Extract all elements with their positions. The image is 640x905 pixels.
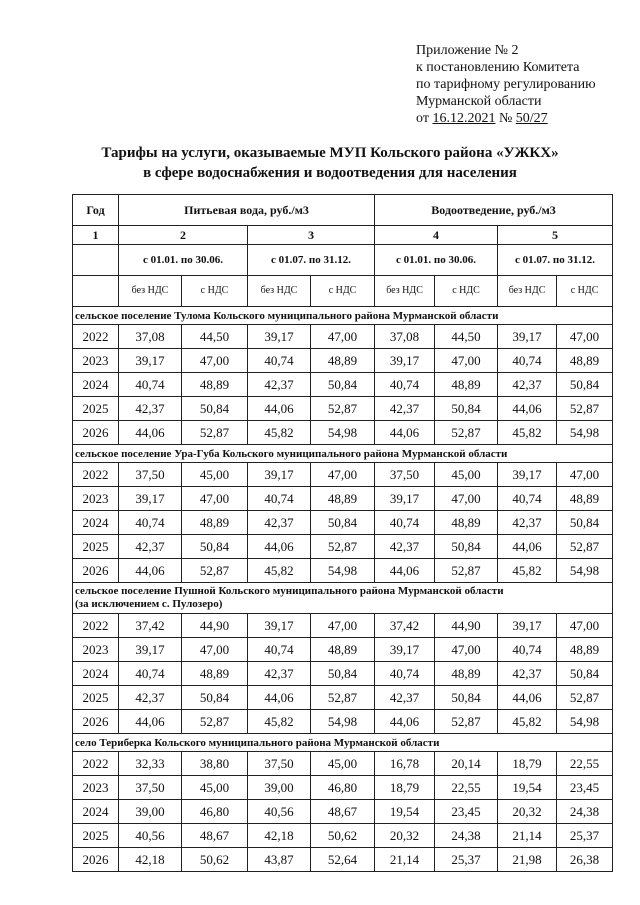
tariff-cell: 47,00 bbox=[435, 487, 498, 511]
tariff-cell: 16,78 bbox=[375, 752, 435, 776]
tariff-cell: 45,00 bbox=[435, 463, 498, 487]
tariff-cell: 50,84 bbox=[435, 686, 498, 710]
period-header: с 01.07. по 31.12. bbox=[498, 245, 613, 276]
tariff-cell: 44,06 bbox=[498, 686, 557, 710]
tariff-cell: 42,37 bbox=[248, 511, 311, 535]
table-row bbox=[73, 373, 613, 397]
tariff-cell: 26,38 bbox=[557, 848, 613, 872]
section-header-row bbox=[73, 583, 613, 614]
tariff-cell: 44,06 bbox=[375, 710, 435, 734]
tariff-cell: 48,89 bbox=[182, 662, 248, 686]
tariff-cell: 47,00 bbox=[311, 463, 375, 487]
tariff-cell: 47,00 bbox=[182, 349, 248, 373]
title-line-2: в сфере водоснабжения и водоотведения для населения bbox=[143, 165, 517, 181]
tariff-cell: 24,38 bbox=[435, 824, 498, 848]
annex-line-2: к постановлению Комитета bbox=[416, 60, 580, 75]
section-title bbox=[73, 445, 613, 463]
tariff-cell: 40,74 bbox=[119, 373, 182, 397]
year-cell: 2025 bbox=[73, 397, 119, 421]
tariff-cell: 42,37 bbox=[119, 686, 182, 710]
tariff-cell: 47,00 bbox=[182, 487, 248, 511]
annex-number-prefix: № bbox=[495, 111, 516, 126]
tariff-cell: 52,87 bbox=[311, 686, 375, 710]
year-cell: 2026 bbox=[73, 559, 119, 583]
table-row bbox=[73, 349, 613, 373]
tariff-cell: 48,67 bbox=[182, 824, 248, 848]
tariff-cell: 50,84 bbox=[182, 535, 248, 559]
tariff-cell: 47,00 bbox=[557, 614, 613, 638]
year-cell: 2025 bbox=[73, 824, 119, 848]
year-cell: 2026 bbox=[73, 848, 119, 872]
tariff-cell: 47,00 bbox=[557, 463, 613, 487]
tariff-cell: 47,00 bbox=[182, 638, 248, 662]
tariff-cell: 37,08 bbox=[375, 325, 435, 349]
tariff-cell: 52,87 bbox=[311, 535, 375, 559]
tariff-cell: 44,50 bbox=[182, 325, 248, 349]
tariff-cell: 50,84 bbox=[557, 511, 613, 535]
section-title-line: сельское поселение Ура-Губа Кольского муниципального района Мурманской области bbox=[75, 447, 508, 460]
tariff-cell: 23,45 bbox=[435, 800, 498, 824]
tariff-cell: 48,89 bbox=[311, 638, 375, 662]
annex-line-5 bbox=[416, 110, 626, 127]
tariff-cell: 44,06 bbox=[375, 559, 435, 583]
tariff-cell: 39,17 bbox=[375, 487, 435, 511]
tariff-cell: 42,37 bbox=[375, 686, 435, 710]
section-header-row bbox=[73, 445, 613, 463]
table-row bbox=[73, 463, 613, 487]
tariff-cell: 48,67 bbox=[311, 800, 375, 824]
tariff-cell: 50,84 bbox=[182, 397, 248, 421]
tariff-cell: 50,84 bbox=[182, 686, 248, 710]
section-title-line: сельское поселение Тулома Кольского муниципального района Мурманской области bbox=[75, 309, 499, 322]
tariff-cell: 39,17 bbox=[498, 325, 557, 349]
period-header: с 01.01. по 30.06. bbox=[119, 245, 248, 276]
tariff-cell: 52,64 bbox=[311, 848, 375, 872]
tariff-cell: 44,06 bbox=[119, 710, 182, 734]
tariff-cell: 39,17 bbox=[375, 349, 435, 373]
annex-heading bbox=[416, 42, 626, 127]
tariff-cell: 47,00 bbox=[435, 349, 498, 373]
tariff-cell: 39,17 bbox=[119, 349, 182, 373]
tariff-cell: 21,98 bbox=[498, 848, 557, 872]
table-row bbox=[73, 824, 613, 848]
tariff-cell: 48,89 bbox=[182, 511, 248, 535]
tariff-cell: 48,89 bbox=[557, 349, 613, 373]
tariff-cell: 22,55 bbox=[557, 752, 613, 776]
vat-header: с НДС bbox=[435, 276, 498, 307]
tariff-cell: 40,56 bbox=[248, 800, 311, 824]
year-cell: 2025 bbox=[73, 535, 119, 559]
tariff-cell: 52,87 bbox=[435, 710, 498, 734]
tariff-cell: 20,32 bbox=[498, 800, 557, 824]
year-cell: 2023 bbox=[73, 638, 119, 662]
tariff-cell: 37,42 bbox=[119, 614, 182, 638]
water-header: Питьевая вода, руб./м3 bbox=[119, 195, 375, 226]
vat-header: без НДС bbox=[375, 276, 435, 307]
vat-header: с НДС bbox=[311, 276, 375, 307]
col-number: 1 bbox=[73, 226, 119, 245]
tariff-cell: 40,74 bbox=[498, 349, 557, 373]
tariff-cell: 50,84 bbox=[311, 373, 375, 397]
year-cell: 2024 bbox=[73, 800, 119, 824]
tariff-cell: 40,56 bbox=[119, 824, 182, 848]
tariff-cell: 39,17 bbox=[119, 487, 182, 511]
tariff-cell: 48,89 bbox=[435, 511, 498, 535]
tariff-cell: 52,87 bbox=[557, 686, 613, 710]
section-title-line: сельское поселение Пушной Кольского муниципального района Мурманской области bbox=[75, 585, 504, 597]
tariff-cell: 45,00 bbox=[182, 776, 248, 800]
tariff-cell: 37,50 bbox=[119, 776, 182, 800]
tariff-cell: 23,45 bbox=[557, 776, 613, 800]
table-row bbox=[73, 686, 613, 710]
col-number: 3 bbox=[248, 226, 375, 245]
table-row bbox=[73, 325, 613, 349]
tariff-cell: 42,37 bbox=[248, 373, 311, 397]
table-row bbox=[73, 662, 613, 686]
sewer-header: Водоотведение, руб./м3 bbox=[375, 195, 613, 226]
tariff-cell: 45,82 bbox=[248, 710, 311, 734]
tariff-cell: 21,14 bbox=[498, 824, 557, 848]
year-cell: 2026 bbox=[73, 421, 119, 445]
tariff-cell: 42,37 bbox=[375, 535, 435, 559]
header-row-main bbox=[73, 195, 613, 226]
year-cell: 2022 bbox=[73, 752, 119, 776]
tariff-cell: 37,50 bbox=[375, 463, 435, 487]
tariff-cell: 42,18 bbox=[248, 824, 311, 848]
section-title-line: село Териберка Кольского муниципального района Мурманской области bbox=[75, 736, 440, 749]
tariff-cell: 54,98 bbox=[557, 421, 613, 445]
tariff-cell: 52,87 bbox=[435, 421, 498, 445]
table-row bbox=[73, 848, 613, 872]
tariff-cell: 48,89 bbox=[435, 662, 498, 686]
tariff-cell: 47,00 bbox=[435, 638, 498, 662]
tariff-cell: 39,17 bbox=[375, 638, 435, 662]
year-cell: 2024 bbox=[73, 511, 119, 535]
tariff-cell: 40,74 bbox=[498, 487, 557, 511]
tariff-cell: 43,87 bbox=[248, 848, 311, 872]
tariff-cell: 42,37 bbox=[498, 511, 557, 535]
year-cell: 2024 bbox=[73, 662, 119, 686]
vat-header: без НДС bbox=[498, 276, 557, 307]
tariff-cell: 42,37 bbox=[498, 662, 557, 686]
vat-header: с НДС bbox=[557, 276, 613, 307]
tariff-cell: 45,82 bbox=[498, 710, 557, 734]
tariff-cell: 40,74 bbox=[248, 349, 311, 373]
tariff-cell: 52,87 bbox=[311, 397, 375, 421]
tariff-cell: 50,84 bbox=[557, 662, 613, 686]
annex-date-prefix: от bbox=[416, 111, 433, 126]
tariff-cell: 52,87 bbox=[182, 710, 248, 734]
tariff-cell: 52,87 bbox=[182, 421, 248, 445]
table-row bbox=[73, 776, 613, 800]
table-row bbox=[73, 614, 613, 638]
col-number: 2 bbox=[119, 226, 248, 245]
section-title-note: (за исключением с. Пулозеро) bbox=[75, 598, 223, 610]
tariff-cell: 40,74 bbox=[375, 373, 435, 397]
tariff-cell: 39,00 bbox=[248, 776, 311, 800]
tariff-cell: 54,98 bbox=[311, 710, 375, 734]
tariff-cell: 18,79 bbox=[375, 776, 435, 800]
tariff-cell: 45,00 bbox=[182, 463, 248, 487]
tariff-cell: 38,80 bbox=[182, 752, 248, 776]
annex-line-1: Приложение № 2 bbox=[416, 43, 519, 58]
tariff-cell: 47,00 bbox=[311, 325, 375, 349]
vat-header: без НДС bbox=[119, 276, 182, 307]
tariff-cell: 52,87 bbox=[435, 559, 498, 583]
tariff-cell: 52,87 bbox=[557, 397, 613, 421]
year-cell: 2022 bbox=[73, 463, 119, 487]
blank-cell bbox=[73, 245, 119, 276]
tariff-cell: 48,89 bbox=[182, 373, 248, 397]
annex-line-3: по тарифному регулированию bbox=[416, 77, 596, 92]
tariff-cell: 50,84 bbox=[557, 373, 613, 397]
tariff-cell: 39,17 bbox=[248, 325, 311, 349]
tariff-cell: 42,18 bbox=[119, 848, 182, 872]
tariff-cell: 24,38 bbox=[557, 800, 613, 824]
tariff-cell: 37,42 bbox=[375, 614, 435, 638]
tariff-cell: 44,06 bbox=[375, 421, 435, 445]
vat-header: с НДС bbox=[182, 276, 248, 307]
tariff-cell: 42,37 bbox=[248, 662, 311, 686]
tariff-cell: 32,33 bbox=[119, 752, 182, 776]
tariff-cell: 54,98 bbox=[311, 559, 375, 583]
tariff-cell: 42,37 bbox=[119, 535, 182, 559]
tariff-cell: 45,82 bbox=[498, 421, 557, 445]
tariff-cell: 54,98 bbox=[557, 710, 613, 734]
section-title bbox=[73, 307, 613, 325]
period-header: с 01.07. по 31.12. bbox=[248, 245, 375, 276]
tariff-cell: 40,74 bbox=[375, 662, 435, 686]
header-row-periods bbox=[73, 245, 613, 276]
tariff-cell: 25,37 bbox=[435, 848, 498, 872]
tariff-cell: 52,87 bbox=[182, 559, 248, 583]
year-cell: 2026 bbox=[73, 710, 119, 734]
table-row bbox=[73, 752, 613, 776]
annex-date: 16.12.2021 bbox=[432, 111, 496, 126]
tariff-cell: 25,37 bbox=[557, 824, 613, 848]
section-header-row bbox=[73, 307, 613, 325]
tariff-cell: 44,06 bbox=[119, 421, 182, 445]
tariff-cell: 45,82 bbox=[248, 421, 311, 445]
col-number: 4 bbox=[375, 226, 498, 245]
year-cell: 2023 bbox=[73, 487, 119, 511]
table-row bbox=[73, 710, 613, 734]
tariff-cell: 48,89 bbox=[557, 638, 613, 662]
tariff-cell: 45,82 bbox=[498, 559, 557, 583]
tariff-cell: 48,89 bbox=[435, 373, 498, 397]
blank-cell bbox=[73, 276, 119, 307]
table-row bbox=[73, 421, 613, 445]
tariff-cell: 50,84 bbox=[435, 535, 498, 559]
table-row bbox=[73, 559, 613, 583]
tariff-cell: 44,06 bbox=[498, 535, 557, 559]
tariff-cell: 54,98 bbox=[557, 559, 613, 583]
tariff-cell: 20,32 bbox=[375, 824, 435, 848]
year-cell: 2023 bbox=[73, 349, 119, 373]
year-cell: 2022 bbox=[73, 325, 119, 349]
tariff-cell: 37,50 bbox=[248, 752, 311, 776]
tariff-cell: 44,06 bbox=[248, 686, 311, 710]
tariff-cell: 21,14 bbox=[375, 848, 435, 872]
table-row bbox=[73, 397, 613, 421]
year-cell: 2023 bbox=[73, 776, 119, 800]
tariff-cell: 37,50 bbox=[119, 463, 182, 487]
table-row bbox=[73, 535, 613, 559]
tariff-cell: 48,89 bbox=[311, 349, 375, 373]
document-title bbox=[40, 143, 620, 183]
tariff-cell: 40,74 bbox=[119, 511, 182, 535]
tariff-cell: 50,62 bbox=[311, 824, 375, 848]
tariff-cell: 42,37 bbox=[375, 397, 435, 421]
vat-header: без НДС bbox=[248, 276, 311, 307]
tariff-cell: 39,17 bbox=[498, 463, 557, 487]
period-header: с 01.01. по 30.06. bbox=[375, 245, 498, 276]
tariff-cell: 19,54 bbox=[375, 800, 435, 824]
tariff-table bbox=[72, 194, 613, 872]
tariff-cell: 40,74 bbox=[375, 511, 435, 535]
section-title bbox=[73, 734, 613, 752]
tariff-cell: 47,00 bbox=[311, 614, 375, 638]
tariff-cell: 48,89 bbox=[557, 487, 613, 511]
tariff-cell: 39,17 bbox=[248, 614, 311, 638]
tariff-cell: 39,00 bbox=[119, 800, 182, 824]
tariff-cell: 44,90 bbox=[435, 614, 498, 638]
year-header: Год bbox=[73, 195, 119, 226]
tariff-cell: 47,00 bbox=[557, 325, 613, 349]
tariff-cell: 39,17 bbox=[248, 463, 311, 487]
tariff-cell: 44,06 bbox=[119, 559, 182, 583]
col-number: 5 bbox=[498, 226, 613, 245]
tariff-cell: 40,74 bbox=[119, 662, 182, 686]
tariff-cell: 45,82 bbox=[248, 559, 311, 583]
tariff-cell: 39,17 bbox=[498, 614, 557, 638]
section-header-row bbox=[73, 734, 613, 752]
tariff-cell: 50,84 bbox=[311, 662, 375, 686]
tariff-cell: 44,50 bbox=[435, 325, 498, 349]
tariff-cell: 42,37 bbox=[498, 373, 557, 397]
table-row bbox=[73, 638, 613, 662]
year-cell: 2024 bbox=[73, 373, 119, 397]
title-line-1: Тарифы на услуги, оказываемые МУП Кольского района «УЖКХ» bbox=[101, 145, 559, 161]
tariff-cell: 37,08 bbox=[119, 325, 182, 349]
tariff-cell: 44,06 bbox=[248, 397, 311, 421]
annex-line-4: Мурманской области bbox=[416, 94, 542, 109]
tariff-cell: 40,74 bbox=[248, 487, 311, 511]
year-cell: 2022 bbox=[73, 614, 119, 638]
tariff-cell: 18,79 bbox=[498, 752, 557, 776]
tariff-cell: 42,37 bbox=[119, 397, 182, 421]
tariff-cell: 39,17 bbox=[119, 638, 182, 662]
tariff-cell: 40,74 bbox=[498, 638, 557, 662]
annex-number: 50/27 bbox=[515, 111, 548, 126]
tariff-cell: 46,80 bbox=[311, 776, 375, 800]
tariff-cell: 45,00 bbox=[311, 752, 375, 776]
section-title bbox=[73, 583, 613, 614]
tariff-cell: 19,54 bbox=[498, 776, 557, 800]
tariff-cell: 40,74 bbox=[248, 638, 311, 662]
tariff-cell: 22,55 bbox=[435, 776, 498, 800]
table-row bbox=[73, 487, 613, 511]
tariff-cell: 50,62 bbox=[182, 848, 248, 872]
year-cell: 2025 bbox=[73, 686, 119, 710]
tariff-cell: 44,06 bbox=[498, 397, 557, 421]
tariff-cell: 46,80 bbox=[182, 800, 248, 824]
table-row bbox=[73, 511, 613, 535]
tariff-cell: 50,84 bbox=[435, 397, 498, 421]
tariff-cell: 20,14 bbox=[435, 752, 498, 776]
tariff-cell: 50,84 bbox=[311, 511, 375, 535]
tariff-cell: 54,98 bbox=[311, 421, 375, 445]
tariff-cell: 44,90 bbox=[182, 614, 248, 638]
tariff-cell: 44,06 bbox=[248, 535, 311, 559]
tariff-cell: 52,87 bbox=[557, 535, 613, 559]
table-row bbox=[73, 800, 613, 824]
tariff-cell: 48,89 bbox=[311, 487, 375, 511]
header-row-numbers bbox=[73, 226, 613, 245]
header-row-vat bbox=[73, 276, 613, 307]
